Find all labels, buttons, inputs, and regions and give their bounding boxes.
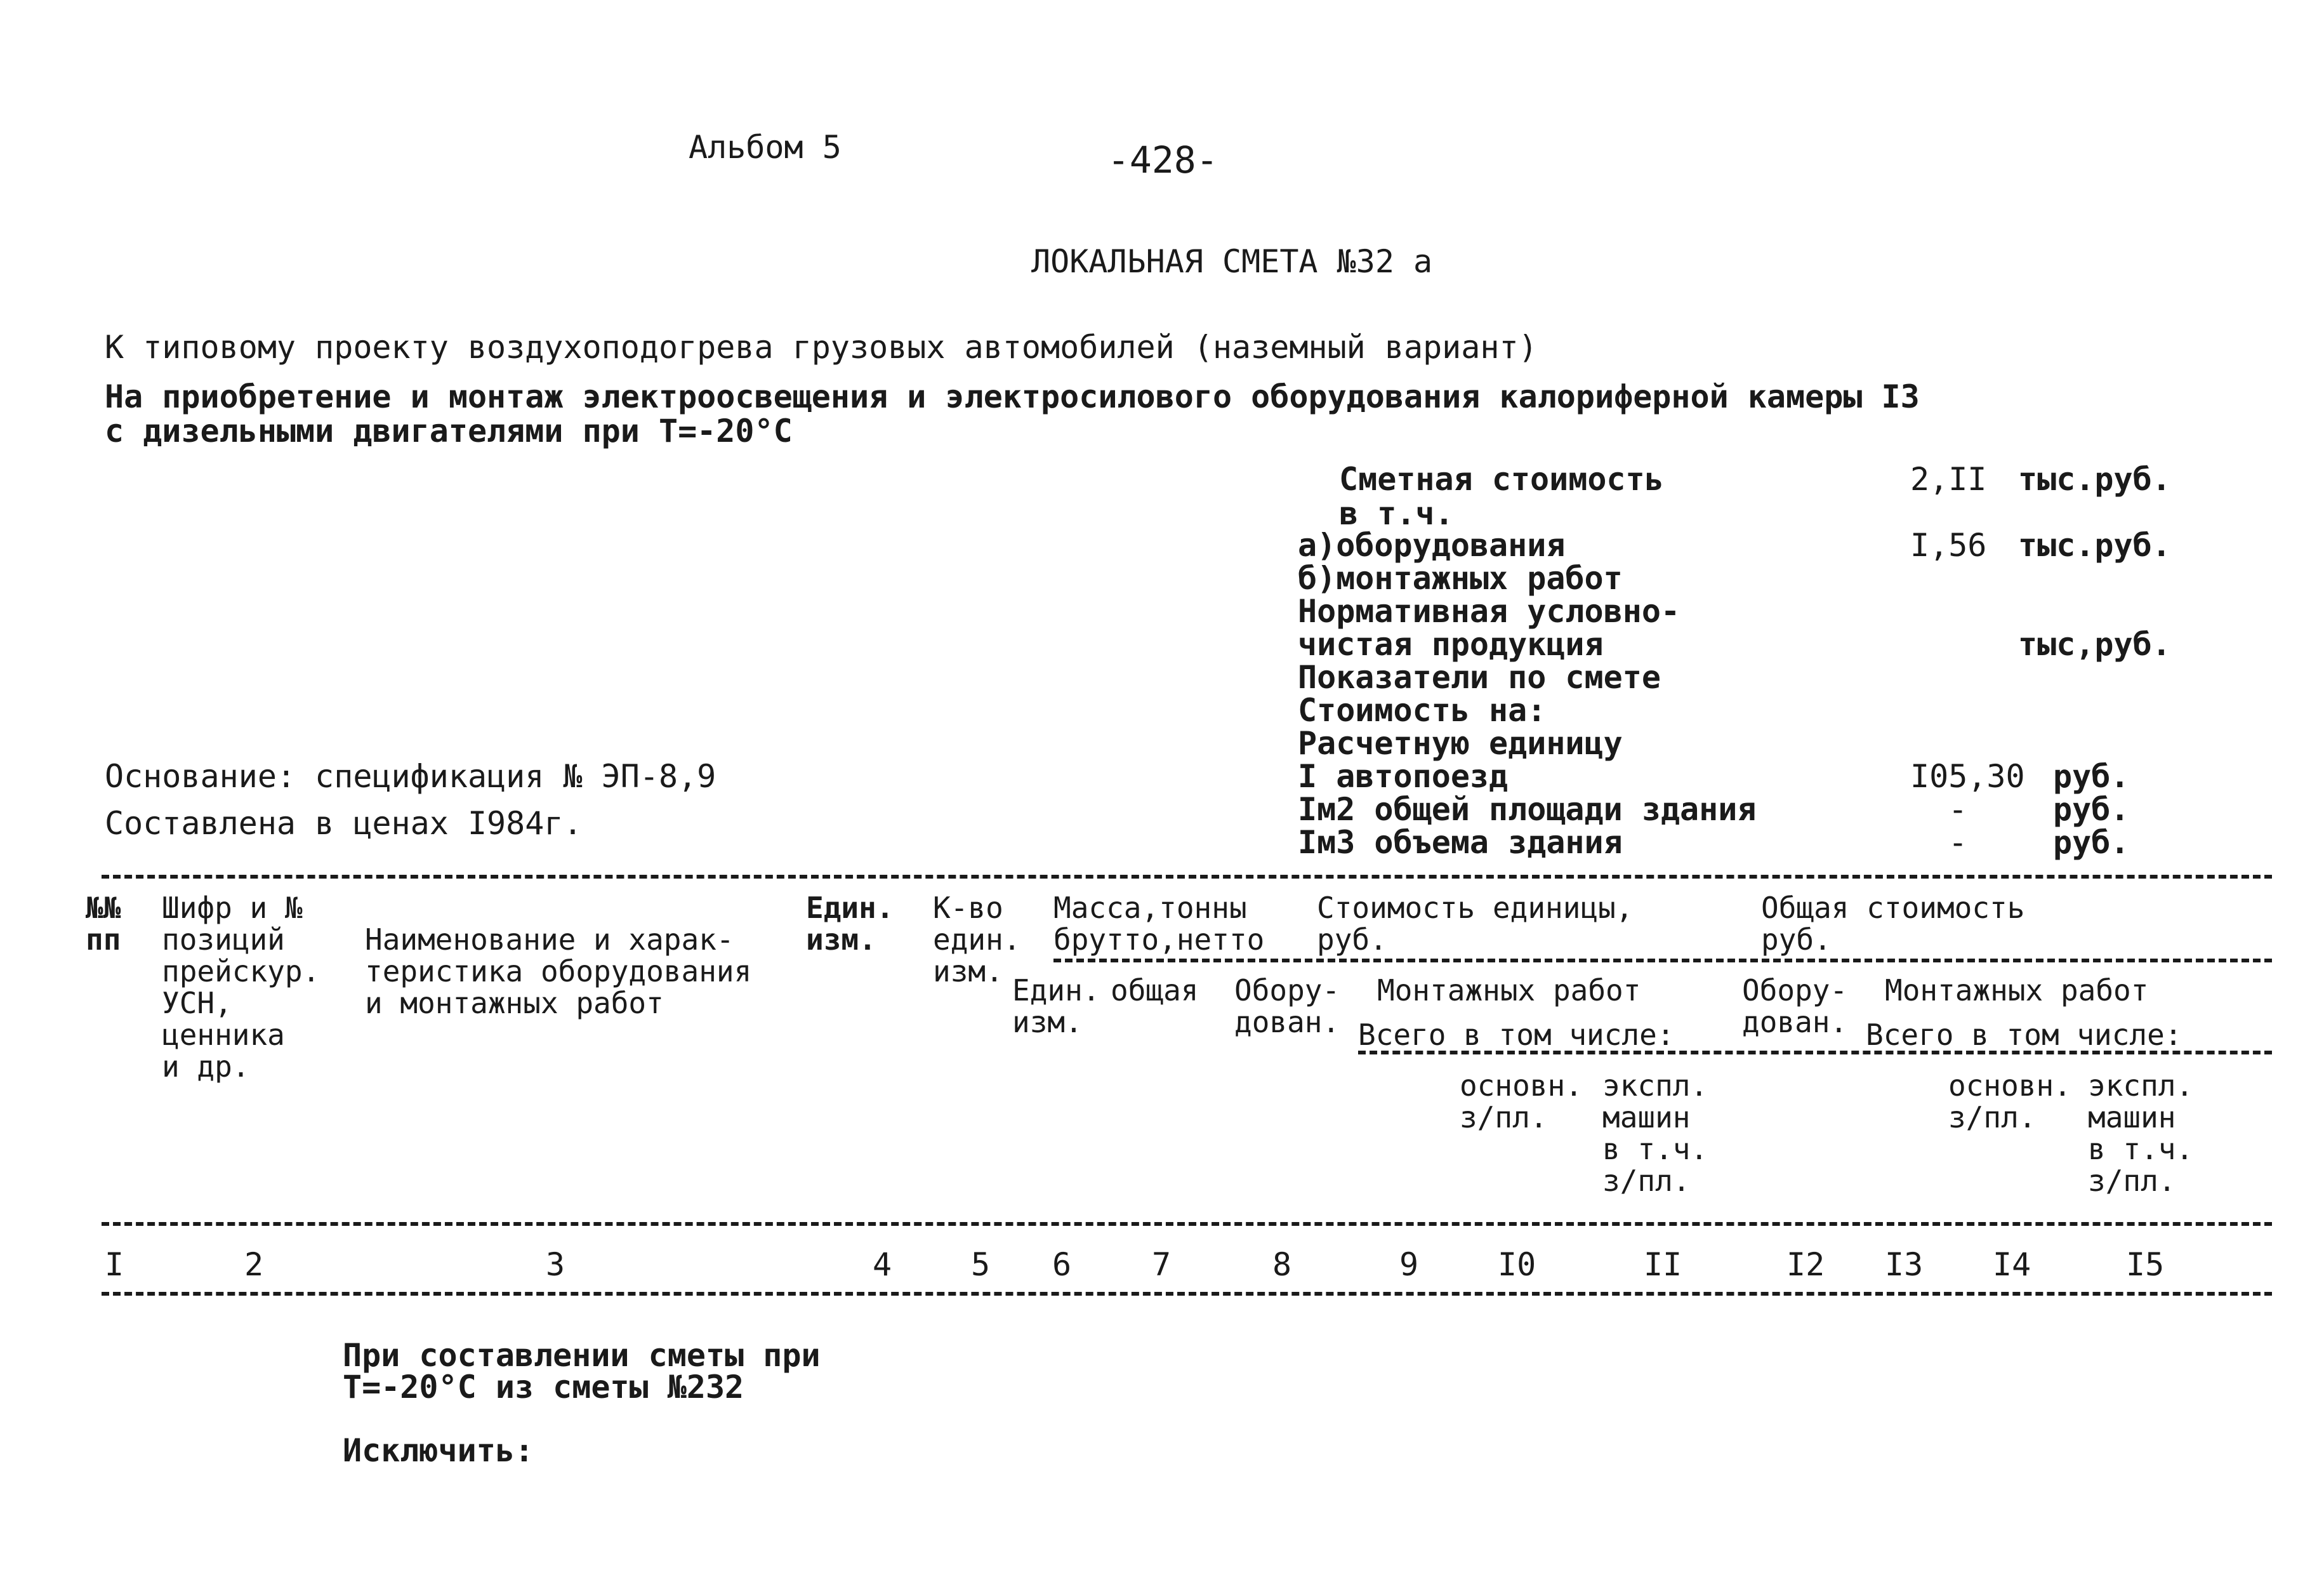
column-numbers-rule (102, 1292, 2272, 1296)
summary-r3-value: - (1948, 824, 1968, 861)
total-incl-header: Всего в том числе: (1358, 1018, 1675, 1052)
col-number-7: 7 (1152, 1246, 1172, 1283)
col-number-3: 3 (546, 1246, 565, 1283)
summary-r1-value: I05,30 (1910, 758, 2025, 795)
summary-cost-label: Сметная стоимость (1339, 461, 1664, 498)
col-number-13: I3 (1885, 1246, 1924, 1283)
summary-net-label-1: Нормативная условно- (1298, 593, 1680, 630)
summary-r1-unit: руб. (2053, 758, 2130, 795)
col-4-header: Един. изм. (806, 891, 894, 957)
summary-r2-label: Iм2 общей площади здания (1298, 791, 1757, 828)
body-exclude: Исключить: (343, 1432, 534, 1469)
mass-group-header: Масса,тонны брутто,нетто (1053, 891, 1265, 957)
col-number-4: 4 (873, 1246, 892, 1283)
intro-line-2: На приобретение и монтаж электроосвещения и электросилового оборудования калориферной камеры I3 (105, 378, 1920, 415)
page-number: -428- (1107, 138, 1218, 182)
col-5-header: К-во един. изм. (933, 891, 1021, 988)
total-incl2-header: Всего в том числе: (1866, 1018, 2182, 1052)
summary-net-label-2: чистая продукция (1298, 626, 1604, 663)
col-14-header: основн. з/пл. (1948, 1068, 2071, 1134)
summary-cost-value: 2,II (1910, 461, 1987, 498)
basis-spec: Основание: спецификация № ЭП-8,9 (105, 758, 716, 795)
unit-cost-group-header: Стоимость единицы, руб. (1317, 891, 1634, 957)
intro-line-3: с дизельными двигателями при Т=-20°С (105, 413, 793, 449)
summary-indicators: Показатели по смете (1298, 659, 1661, 696)
document-title: ЛОКАЛЬНАЯ СМЕТА №32 а (1031, 243, 1433, 280)
mont2-header: Монтажных работ (1885, 973, 2149, 1007)
summary-equip-label: а)оборудования (1298, 527, 1566, 564)
col-number-1: I (105, 1246, 124, 1283)
total-cost-group-header: Общая стоимость руб. (1761, 891, 2025, 957)
col-3-header: Наименование и харак- теристика оборудования и монтажных работ (365, 922, 752, 1020)
intro-line-1: К типовому проекту воздухоподогрева грузовых автомобилей (наземный вариант) (105, 329, 1538, 366)
col-number-11: II (1644, 1246, 1682, 1283)
col-8-header: Обору- дован. (1234, 973, 1340, 1039)
header-bottom-rule (102, 1222, 2272, 1226)
summary-equip-unit: тыс.руб. (2018, 527, 2171, 564)
summary-install-label: б)монтажных работ (1298, 560, 1623, 597)
col-number-8: 8 (1272, 1246, 1292, 1283)
summary-r2-unit: руб. (2053, 791, 2130, 828)
col-number-14: I4 (1993, 1246, 2031, 1283)
col-number-9: 9 (1399, 1246, 1419, 1283)
table-top-rule (102, 875, 2272, 879)
col-1-header: №№ пп (86, 891, 121, 957)
header-sub-rule-2 (1358, 1051, 2272, 1054)
col-number-6: 6 (1052, 1246, 1072, 1283)
col-11-header: экспл. машин в т.ч. з/пл. (1602, 1068, 1708, 1198)
summary-net-unit: тыс,руб. (2018, 626, 2171, 663)
body-note-1: При составлении сметы при (343, 1337, 821, 1374)
col-15-header: экспл. машин в т.ч. з/пл. (2088, 1068, 2194, 1198)
col-12-header: Обору- дован. (1742, 973, 1848, 1039)
summary-cost-unit: тыс.руб. (2018, 461, 2171, 498)
body-note-2: Т=-20°С из сметы №232 (343, 1369, 744, 1406)
col-number-10: I0 (1498, 1246, 1536, 1283)
col-6-header: Един. изм. (1012, 973, 1100, 1039)
header-sub-rule-1 (1053, 959, 2272, 962)
summary-r1-label: I автопоезд (1298, 758, 1509, 795)
col-number-2: 2 (244, 1246, 264, 1283)
basis-prices: Составлена в ценах I984г. (105, 805, 583, 842)
album-label: Альбом 5 (689, 129, 842, 166)
summary-r3-unit: руб. (2053, 824, 2130, 861)
summary-equip-value: I,56 (1910, 527, 1987, 564)
summary-calc-unit: Расчетную единицу (1298, 725, 1623, 762)
col-7-header: общая (1111, 973, 1199, 1007)
col-10-header: основн. з/пл. (1460, 1068, 1583, 1134)
summary-incl: в т.ч. (1339, 495, 1454, 532)
summary-r3-label: Iм3 объема здания (1298, 824, 1623, 861)
col-2-header: Шифр и № позиций прейскур. УСН, ценника и др. (162, 891, 320, 1084)
mont-header: Монтажных работ (1377, 973, 1641, 1007)
col-number-15: I5 (2126, 1246, 2165, 1283)
col-number-12: I2 (1786, 1246, 1825, 1283)
summary-r2-value: - (1948, 791, 1968, 828)
summary-cost-per: Стоимость на: (1298, 692, 1547, 729)
col-number-5: 5 (971, 1246, 991, 1283)
